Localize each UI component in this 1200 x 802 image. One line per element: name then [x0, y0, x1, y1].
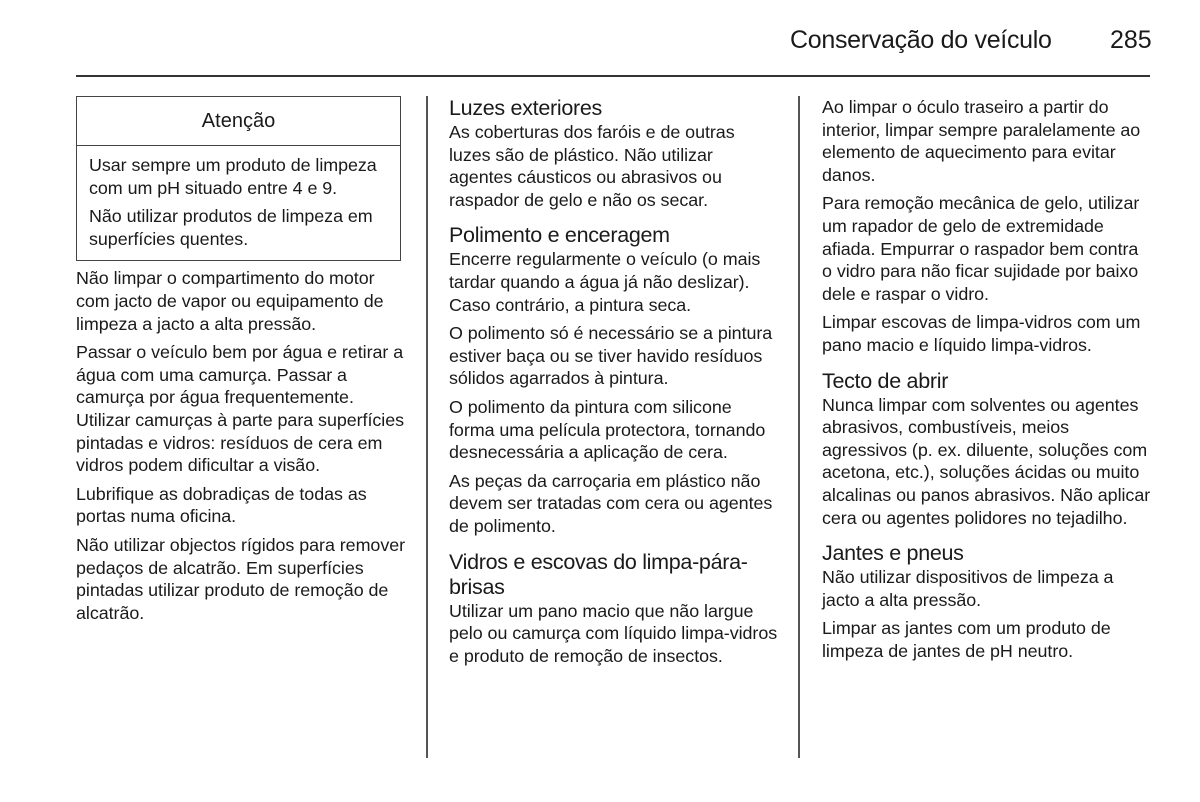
section-polimento: [449, 223, 779, 537]
column-divider-2: [798, 96, 800, 758]
column-2: [449, 96, 779, 673]
body-paragraph: Limpar escovas de limpa-vidros com um pano macio e líquido limpa-vidros.: [822, 312, 1141, 355]
section-vidros-escovas: [449, 550, 779, 668]
body-paragraph: As peças da carroçaria em plástico não devem ser tratadas com cera ou agentes de polimento.: [449, 470, 773, 536]
body-paragraph: As coberturas dos faróis e de outras luzes são de plástico. Não utilizar agentes cáusticos ou abrasivos ou raspador de gelo e não os secar.: [449, 122, 735, 210]
section-heading: Tecto de abrir: [822, 368, 949, 393]
section-jantes-pneus: [822, 541, 1152, 662]
column-3: [822, 96, 1152, 668]
body-paragraph: Lubrifique as dobradiças de todas as portas numa oficina.: [76, 483, 367, 527]
section-heading: Jantes e pneus: [822, 541, 964, 566]
header-divider: [76, 75, 1150, 77]
body-paragraph: Encerre regularmente o veículo (o mais tardar quando a água já não deslizar). Caso contrário, a pintura seca.: [449, 249, 761, 315]
body-paragraph: Não utilizar dispositivos de limpeza a jacto a alta pressão.: [822, 567, 1114, 610]
page-title: Conservação do veículo: [790, 26, 1052, 54]
section-heading: Polimento e enceragem: [449, 223, 670, 248]
column-1: [76, 96, 411, 630]
body-paragraph: Nunca limpar com solventes ou agentes abrasivos, combustíveis, meios agressivos (p. ex. diluente, soluções com acetona, etc.), soluções ácidas ou muito alcalinas ou panos abrasivos. Não aplicar cera ou agentes polidores no tejadilho.: [822, 394, 1151, 528]
section-heading: Luzes exteriores: [449, 96, 602, 120]
body-paragraph: Ao limpar o óculo traseiro a partir do interior, limpar sempre paralelamente ao elemento de aquecimento para evitar danos.: [822, 97, 1141, 185]
warning-body: [77, 146, 400, 260]
section-heading: Vidros e escovas do limpa-pára-brisas: [449, 549, 748, 599]
page-number: 285: [1110, 26, 1152, 54]
warning-box: [76, 96, 401, 261]
warning-paragraph: Não utilizar produtos de limpeza em superfícies quentes.: [89, 206, 373, 249]
body-paragraph: O polimento só é necessário se a pintura estiver baça ou se tiver havido resíduos sólidos agarrados à pintura.: [449, 323, 773, 389]
body-paragraph: Passar o veículo bem por água e retirar a água com uma camurça. Passar a camurça por água frequentemente. Utilizar camurças à parte para superfícies pintadas e vidros: resíduos de cera em vidros podem dificultar a visão.: [76, 342, 405, 476]
body-paragraph: O polimento da pintura com silicone forma uma película protectora, tornando desnecessária a aplicação de cera.: [449, 396, 766, 463]
body-paragraph: Não utilizar objectos rígidos para remover pedaços de alcatrão. Em superfícies pintadas utilizar produto de remoção de alcatrão.: [76, 534, 406, 623]
body-paragraph: Limpar as jantes com um produto de limpeza de jantes de pH neutro.: [822, 618, 1111, 661]
body-paragraph: Utilizar um pano macio que não largue pelo ou camurça com líquido limpa-vidros e produto de remoção de insectos.: [449, 600, 778, 666]
section-tecto-de-abrir: [822, 369, 1152, 530]
warning-paragraph: Usar sempre um produto de limpeza com um pH situado entre 4 e 9.: [89, 155, 377, 198]
body-paragraph: Não limpar o compartimento do motor com jacto de vapor ou equipamento de limpeza a jacto a alta pressão.: [76, 268, 384, 334]
section-luzes-exteriores: [449, 96, 779, 211]
body-paragraph: Para remoção mecânica de gelo, utilizar um rapador de gelo de extremidade afiada. Empurrar o raspador bem contra o vidro para não ficar sujidade por baixo dele e raspar o vidro.: [822, 193, 1140, 304]
warning-title: Atenção: [77, 97, 400, 146]
column-divider-1: [426, 96, 428, 758]
